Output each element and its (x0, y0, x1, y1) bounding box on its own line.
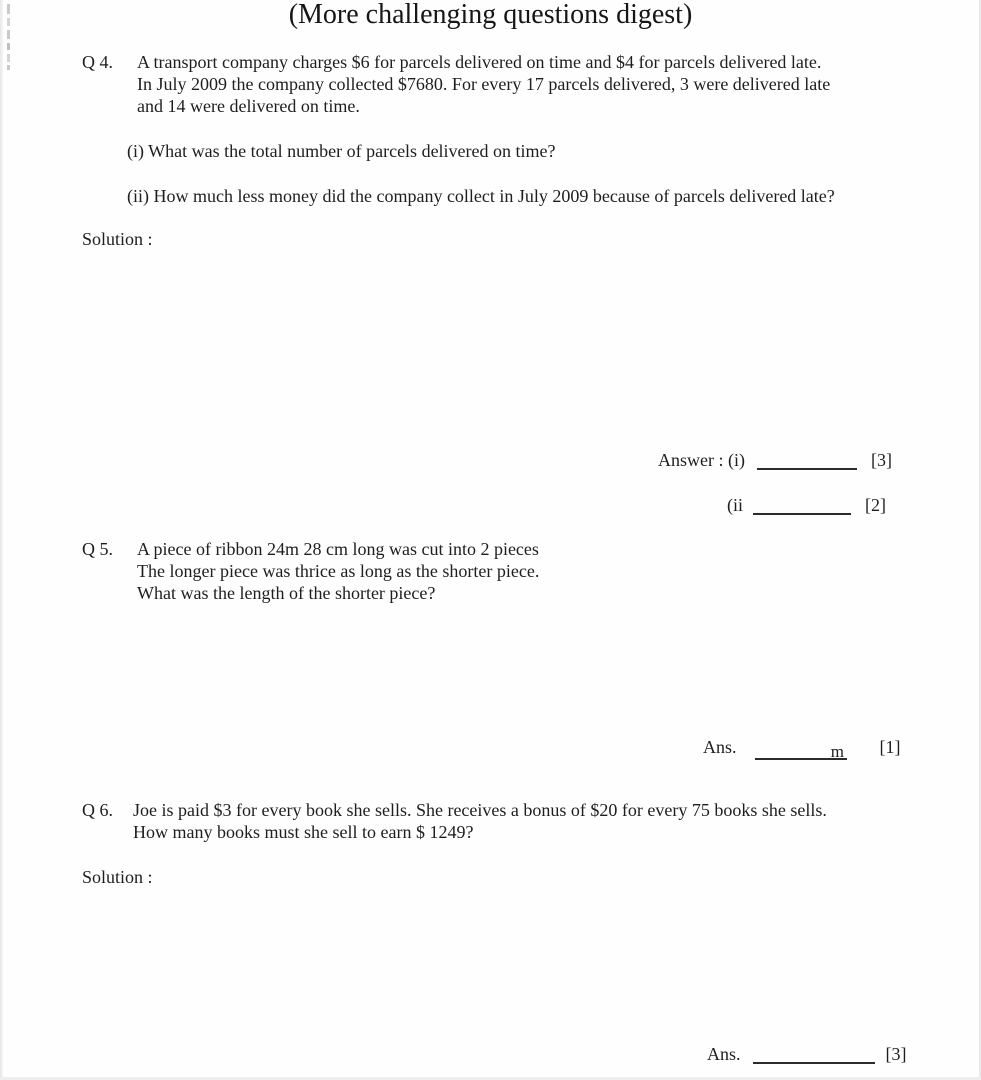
q4-line-1: A transport company charges $6 for parcels delivered on time and $4 for parcels delivered late. (137, 52, 822, 72)
q5-answer-mark: [1] (879, 737, 901, 757)
q5-answer-row (703, 736, 901, 760)
q4-answer-ii-prefix: (ii (727, 495, 743, 515)
q4-part-i: (i) What was the total number of parcels delivered on time? (127, 141, 556, 161)
q6-solution-label: Solution : (82, 867, 153, 887)
q5-line-3: What was the length of the shorter piece? (137, 583, 436, 603)
q4-answer-ii-mark: [2] (865, 495, 886, 515)
q5-line-1: A piece of ribbon 24m 28 cm long was cut into 2 pieces (137, 539, 539, 559)
scan-artifact (7, 65, 10, 70)
q4-part-ii: (ii) How much less money did the company collect in July 2009 because of parcels delivered late? (127, 186, 835, 206)
q6-body (133, 799, 943, 843)
q5-answer-blank (755, 741, 847, 760)
q5-answer-unit: m (830, 742, 845, 761)
q4-body (137, 51, 937, 117)
q4-answer-ii-row (727, 494, 886, 516)
q5-line-2: The longer piece was thrice as long as the shorter piece. (137, 561, 540, 581)
q4-answer-i-prefix: Answer : (i) (658, 450, 745, 470)
scan-edge-left (0, 0, 3, 1080)
q4-solution-label: Solution : (82, 229, 153, 249)
q5-label: Q 5. (82, 539, 113, 559)
q6-label: Q 6. (82, 800, 113, 820)
q5-body (137, 538, 697, 604)
scan-artifact (7, 43, 10, 50)
q4-label: Q 4. (82, 52, 113, 72)
q4-line-3: and 14 were delivered on time. (137, 96, 360, 116)
q6-answer-blank (753, 1045, 875, 1064)
q6-answer-row (707, 1043, 907, 1065)
q6-answer-mark: [3] (885, 1044, 907, 1064)
scan-artifact (7, 54, 10, 62)
q6-line-2: How many books must she sell to earn $ 1249? (133, 822, 474, 842)
q4-answer-i-blank (757, 451, 857, 470)
q4-line-2: In July 2009 the company collected $7680. For every 17 parcels delivered, 3 were delivered late (137, 74, 831, 94)
q4-answer-i-mark: [3] (870, 450, 892, 470)
page-title: (More challenging questions digest) (288, 0, 693, 30)
q5-answer-prefix: Ans. (703, 737, 737, 757)
q4-answer-ii-blank (753, 496, 851, 515)
q6-line-1: Joe is paid $3 for every book she sells. She receives a bonus of $20 for every 75 books she sells. (133, 800, 827, 820)
q6-answer-prefix: Ans. (707, 1044, 741, 1064)
q4-answer-i-row (658, 449, 892, 471)
